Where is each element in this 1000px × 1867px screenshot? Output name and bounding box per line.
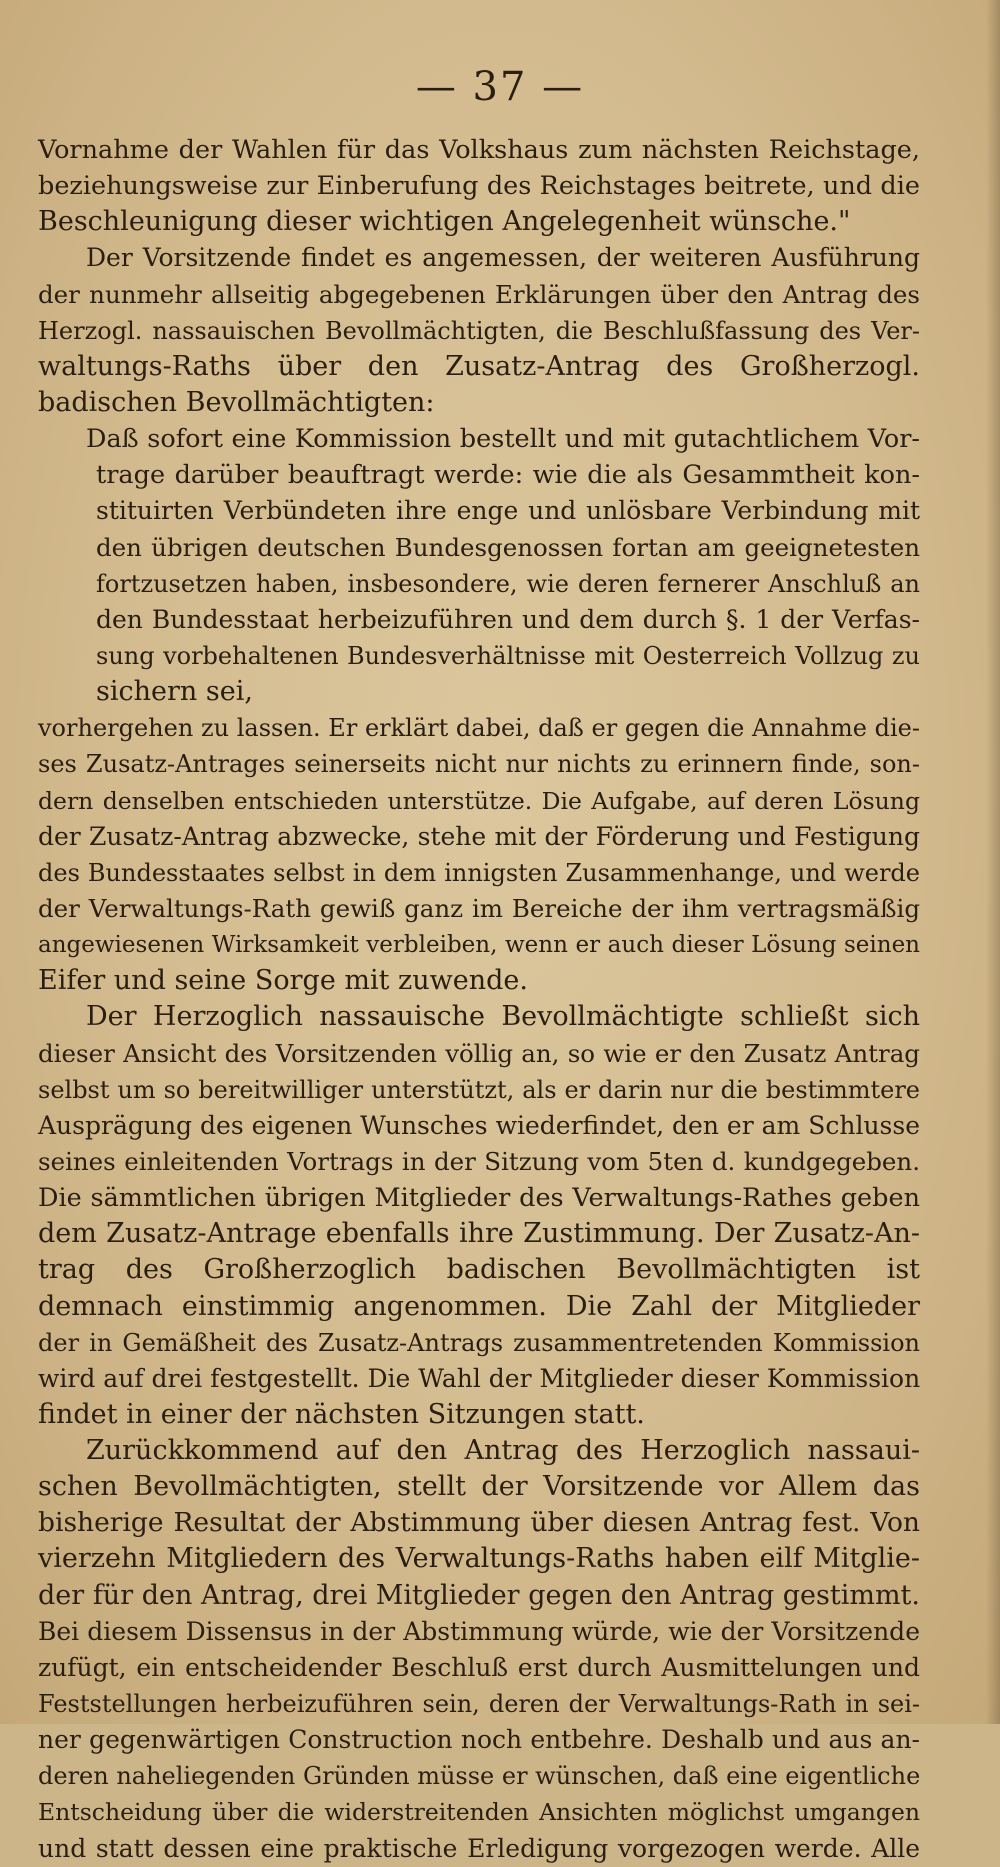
text-line: ner gegenwärtigen Construction noch entbehre. Deshalb und aus an- — [38, 1725, 920, 1755]
text-line: Entscheidung über die widerstreitenden Ansichten möglichst umgangen — [38, 1798, 920, 1827]
text-line: vierzehn Mitgliedern des Verwaltungs-Raths haben eilf Mitglie- — [38, 1543, 920, 1575]
text-line: der nunmehr allseitig abgegebenen Erklärungen über den Antrag des — [38, 279, 920, 309]
text-line: zufügt, ein entscheidender Beschluß erst durch Ausmittelungen und — [38, 1652, 920, 1682]
text-line: fortzusetzen haben, insbesondere, wie deren fernerer Anschluß an — [96, 569, 920, 598]
text-line: dern denselben entschieden unterstütze. Die Aufgabe, auf deren Lösung — [38, 786, 920, 815]
text-line: beziehungsweise zur Einberufung des Reichstages beitrete, und die — [38, 171, 920, 202]
text-line: Feststellungen herbeizuführen sein, deren der Verwaltungs-Rath in sei- — [38, 1690, 920, 1719]
text-line: Ausprägung des eigenen Wunsches wiederfindet, den er am Schlusse — [38, 1110, 920, 1140]
text-line: Daß sofort eine Kommission bestellt und mit gutachtlichem Vor- — [86, 424, 920, 455]
text-line: Eifer und seine Sorge mit zuwende. — [38, 965, 528, 997]
text-line: waltungs-Raths über den Zusatz-Antrag des Großherzogl. — [38, 350, 920, 382]
text-line: selbst um so bereitwilliger unterstützt, als er darin nur die bestimmtere — [38, 1075, 920, 1104]
page-number: — 37 — — [415, 64, 585, 110]
text-line: findet in einer der nächsten Sitzungen statt. — [38, 1398, 645, 1430]
text-line: dieser Ansicht des Vorsitzenden völlig an, so wie er den Zusatz Antrag — [38, 1038, 920, 1068]
text-line: wird auf drei festgestellt. Die Wahl der Mitglieder dieser Kommission — [38, 1363, 921, 1393]
text-line: den übrigen deutschen Bundesgenossen fortan am geeignetesten — [96, 532, 920, 562]
text-line: trag des Großherzoglich badischen Bevollmächtigten ist — [38, 1254, 920, 1286]
text-line: Die sämmtlichen übrigen Mitglieder des Verwaltungs-Rathes geben — [38, 1183, 920, 1214]
text-line: trage darüber beauftragt werde: wie die als Gesammtheit kon- — [96, 460, 920, 491]
text-line: Der Vorsitzende findet es angemessen, der weiteren Ausführung — [86, 243, 920, 273]
text-line: den Bundesstaat herbeizuführen und dem durch §. 1 der Verfas- — [96, 604, 920, 634]
text-line: Zurückkommend auf den Antrag des Herzoglich nassaui- — [86, 1435, 920, 1467]
text-line: bisherige Resultat der Abstimmung über diesen Antrag fest. Von — [38, 1507, 920, 1539]
text-line: dem Zusatz-Antrage ebenfalls ihre Zustimmung. Der Zusatz-An- — [38, 1218, 920, 1250]
text-line: und statt dessen eine praktische Erledigung vorgezogen werde. Alle — [38, 1833, 920, 1863]
text-line: schen Bevollmächtigten, stellt der Vorsitzende vor Allem das — [38, 1471, 920, 1503]
text-line: deren naheliegenden Gründen müsse er wünschen, daß eine eigentliche — [38, 1762, 921, 1791]
text-line: ses Zusatz-Antrages seinerseits nicht nur nichts zu erinnern finde, son- — [38, 750, 920, 779]
text-line: Herzogl. nassauischen Bevollmächtigten, die Beschlußfassung des Ver- — [38, 316, 920, 345]
text-line: sung vorbehaltenen Bundesverhältnisse mit Oesterreich Vollzug zu — [96, 641, 920, 670]
text-line: Beschleunigung dieser wichtigen Angelegenheit wünsche." — [38, 206, 851, 238]
text-line: der für den Antrag, drei Mitglieder gegen den Antrag gestimmt. — [38, 1579, 920, 1611]
text-line: badischen Bevollmächtigten: — [38, 386, 435, 418]
text-line: demnach einstimmig angenommen. Die Zahl der Mitglieder — [38, 1290, 920, 1322]
text-line: der in Gemäßheit des Zusatz-Antrags zusammentretenden Kommission — [38, 1328, 920, 1357]
page-edge-shadow — [986, 0, 1000, 1724]
text-line: der Verwaltungs-Rath gewiß ganz im Bereiche der ihm vertragsmäßig — [38, 893, 920, 923]
text-line: stituirten Verbündeten ihre enge und unlösbare Verbindung mit — [96, 496, 920, 526]
text-line: des Bundesstaates selbst in dem innigsten Zusammenhange, und werde — [38, 858, 920, 887]
text-line: angewiesenen Wirksamkeit verbleiben, wenn er auch dieser Lösung seinen — [38, 932, 920, 959]
body-text — [38, 132, 920, 1867]
text-line: Vornahme der Wahlen für das Volkshaus zum nächsten Reichstage, — [38, 135, 920, 165]
text-line: der Zusatz-Antrag abzwecke, stehe mit der Förderung und Festigung — [38, 821, 920, 851]
text-line: Der Herzoglich nassauische Bevollmächtigte schließt sich — [86, 1001, 920, 1033]
text-line: sichern sei, — [96, 676, 253, 708]
text-line: Bei diesem Dissensus in der Abstimmung würde, wie der Vorsitzende — [38, 1616, 920, 1646]
text-line: vorhergehen zu lassen. Er erklärt dabei, daß er gegen die Annahme die- — [38, 714, 920, 743]
text-line: seines einleitenden Vortrags in der Sitzung vom 5ten d. kundgegeben. — [38, 1146, 920, 1176]
